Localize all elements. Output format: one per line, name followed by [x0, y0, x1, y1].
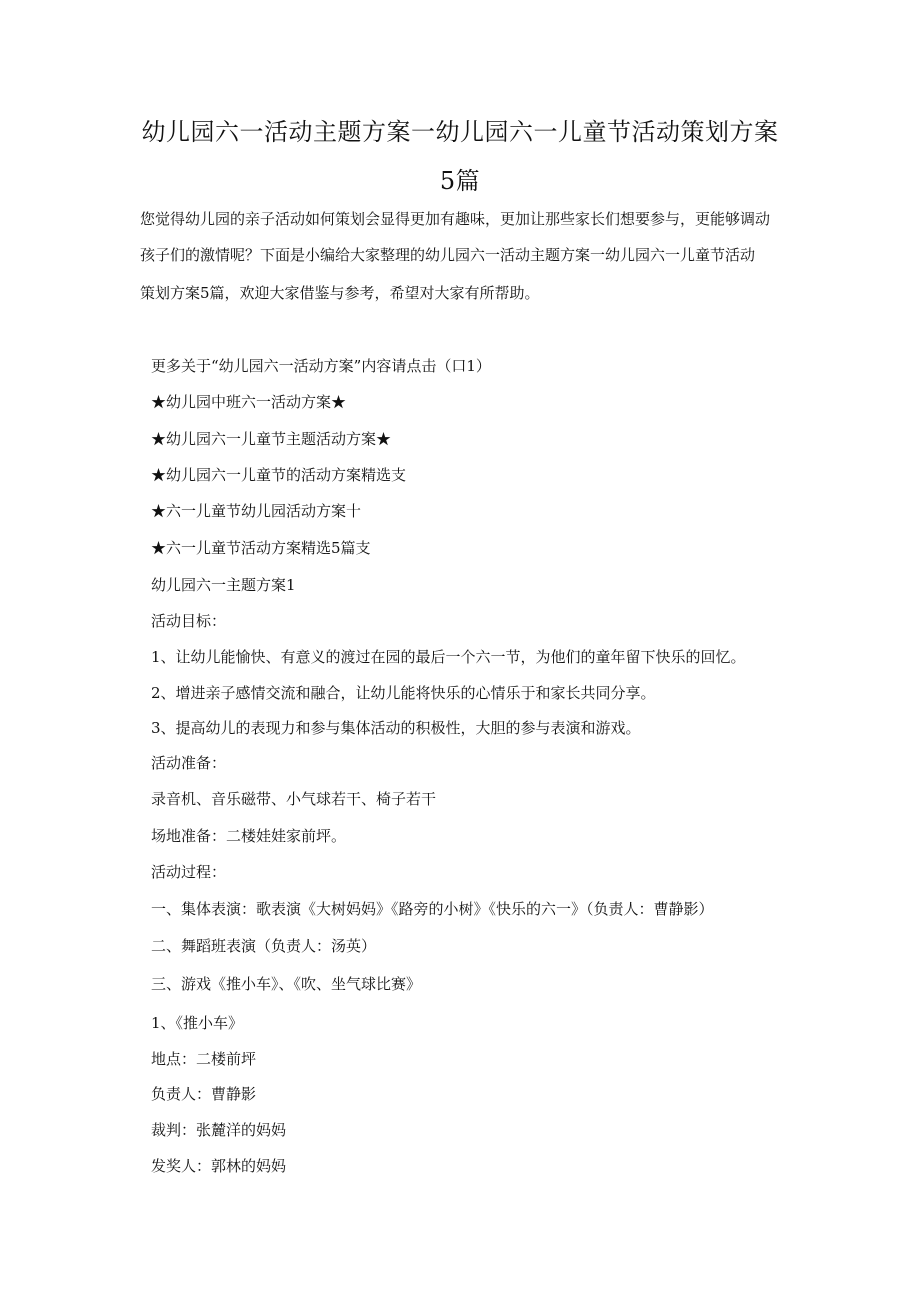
related-link-5[interactable]: ★六一儿童节活动方案精选5篇支: [151, 539, 371, 557]
related-link-1[interactable]: ★幼儿园中班六一活动方案★: [151, 393, 347, 411]
related-link-2[interactable]: ★幼儿园六一儿童节主题活动方案★: [151, 430, 392, 448]
game-1-location: 地点：二楼前坪: [151, 1050, 257, 1068]
activity-process-heading: 活动过程：: [151, 863, 227, 881]
goal-item-1: 1、让幼儿能愉快、有意义的渡过在园的最后一个六一节，为他们的童年留下快乐的回忆。: [151, 648, 746, 666]
goal-item-3: 3、提高幼儿的表现力和参与集体活动的积极性，大胆的参与表演和游戏。: [151, 719, 641, 737]
game-1-person-in-charge: 负责人：曹静影: [151, 1085, 257, 1103]
intro-paragraph-line-1: 您觉得幼儿园的亲子活动如何策划会显得更加有趣味，更加让那些家长们想要参与，更能够调动: [140, 210, 771, 228]
process-step-2: 二、舞蹈班表演（负责人：汤英）: [151, 937, 377, 955]
section-heading-plan-1: 幼儿园六一主题方案1: [151, 576, 296, 594]
related-link-4[interactable]: ★六一儿童节幼儿园活动方案十: [151, 502, 362, 520]
game-1-referee: 裁判：张麓洋的妈妈: [151, 1121, 287, 1139]
game-1-award-presenter: 发奖人：郭林的妈妈: [151, 1157, 287, 1175]
process-step-1: 一、集体表演：歌表演《大树妈妈》《路旁的小树》《快乐的六一》（负责人：曹静影）: [151, 900, 714, 918]
venue-prep: 场地准备：二楼娃娃家前坪。: [151, 827, 347, 845]
materials-list: 录音机、音乐磁带、小气球若干、椅子若干: [151, 790, 437, 808]
related-link-3[interactable]: ★幼儿园六一儿童节的活动方案精选支: [151, 466, 407, 484]
document-title-line-1: 幼儿园六一活动主题方案一幼儿园六一儿童节活动策划方案: [141, 118, 779, 146]
game-1-heading: 1、《推小车》: [151, 1014, 244, 1032]
process-step-3: 三、游戏《推小车》、《吹、坐气球比赛》: [151, 975, 422, 993]
activity-goals-heading: 活动目标：: [151, 612, 227, 630]
goal-item-2: 2、增进亲子感情交流和融合，让幼儿能将快乐的心情乐于和家长共同分享。: [151, 684, 656, 702]
document-title-line-2: 5篇: [439, 167, 481, 195]
intro-paragraph-line-3: 策划方案5篇，欢迎大家借鉴与参考，希望对大家有所帮助。: [140, 284, 540, 302]
more-info-link-text: 更多关于“幼儿园六一活动方案”内容请点击（口1）: [151, 357, 491, 375]
intro-paragraph-line-2: 孩子们的激情呢？下面是小编给大家整理的幼儿园六一活动主题方案一幼儿园六一儿童节活动: [140, 246, 756, 264]
activity-prep-heading: 活动准备：: [151, 754, 227, 772]
